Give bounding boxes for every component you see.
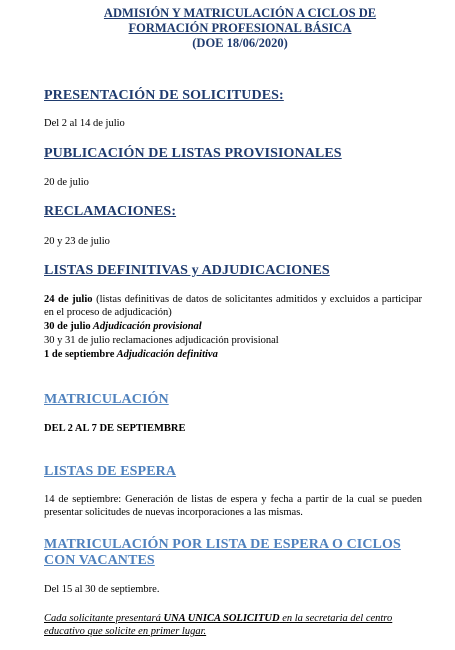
- text-presentacion: Del 2 al 14 de julio: [44, 118, 125, 129]
- note-post: en la secretaria del centro educativo que solicite en primer lugar.: [44, 613, 393, 637]
- heading-reclamaciones: RECLAMACIONES:: [44, 204, 177, 219]
- title-line-3: (DOE 18/06/2020): [192, 36, 288, 50]
- heading-publicacion: PUBLICACIÓN DE LISTAS PROVISIONALES: [44, 146, 342, 161]
- item-1-date: 24 de julio: [44, 294, 93, 305]
- document-title: [60, 6, 420, 51]
- heading-matriculacion: MATRICULACIÓN: [44, 392, 169, 407]
- heading-listas-definitivas: LISTAS DEFINITIVAS y ADJUDICACIONES: [44, 263, 330, 278]
- item-2-text: Adjudicación provisional: [90, 321, 202, 332]
- text-matriculacion: DEL 2 AL 7 DE SEPTIEMBRE: [44, 423, 186, 434]
- listas-definitivas-item-4: [44, 349, 218, 361]
- item-4-text: Adjudicación definitiva: [114, 349, 218, 360]
- item-2-date: 30 de julio: [44, 321, 91, 332]
- note-pre: Cada solicitante presentará: [44, 613, 164, 624]
- note-bold: UNA UNICA SOLICITUD: [163, 613, 280, 624]
- note-solicitud: [44, 612, 422, 638]
- text-listas-espera: 14 de septiembre: Generación de listas de espera y fecha a partir de la cual se pueden presentar solicitudes de nuevas incorporaciones a las mismas.: [44, 494, 422, 518]
- listas-definitivas-item-2: [44, 321, 202, 333]
- text-matriculacion-lista: Del 15 al 30 de septiembre.: [44, 584, 160, 595]
- text-publicacion: 20 de julio: [44, 177, 89, 188]
- heading-listas-espera: LISTAS DE ESPERA: [44, 464, 177, 479]
- item-4-date: 1 de septiembre: [44, 349, 115, 360]
- listas-definitivas-item-1: [44, 294, 422, 319]
- title-line-2: FORMACIÓN PROFESIONAL BÁSICA: [128, 21, 352, 35]
- text-reclamaciones: 20 y 23 de julio: [44, 236, 110, 247]
- listas-definitivas-item-3: 30 y 31 de julio reclamaciones adjudicación provisional: [44, 335, 279, 346]
- title-line-1: ADMISIÓN Y MATRICULACIÓN A CICLOS DE: [103, 6, 377, 20]
- heading-matriculacion-lista-1: MATRICULACIÓN POR LISTA DE ESPERA O CICLOS: [44, 537, 401, 552]
- heading-matriculacion-lista-2: CON VACANTES: [44, 553, 155, 568]
- heading-presentacion: PRESENTACIÓN DE SOLICITUDES:: [44, 88, 284, 103]
- item-1-text: (listas definitivas de datos de solicitantes admitidos y excluidos a participar en el proceso de adjudicación): [44, 294, 423, 318]
